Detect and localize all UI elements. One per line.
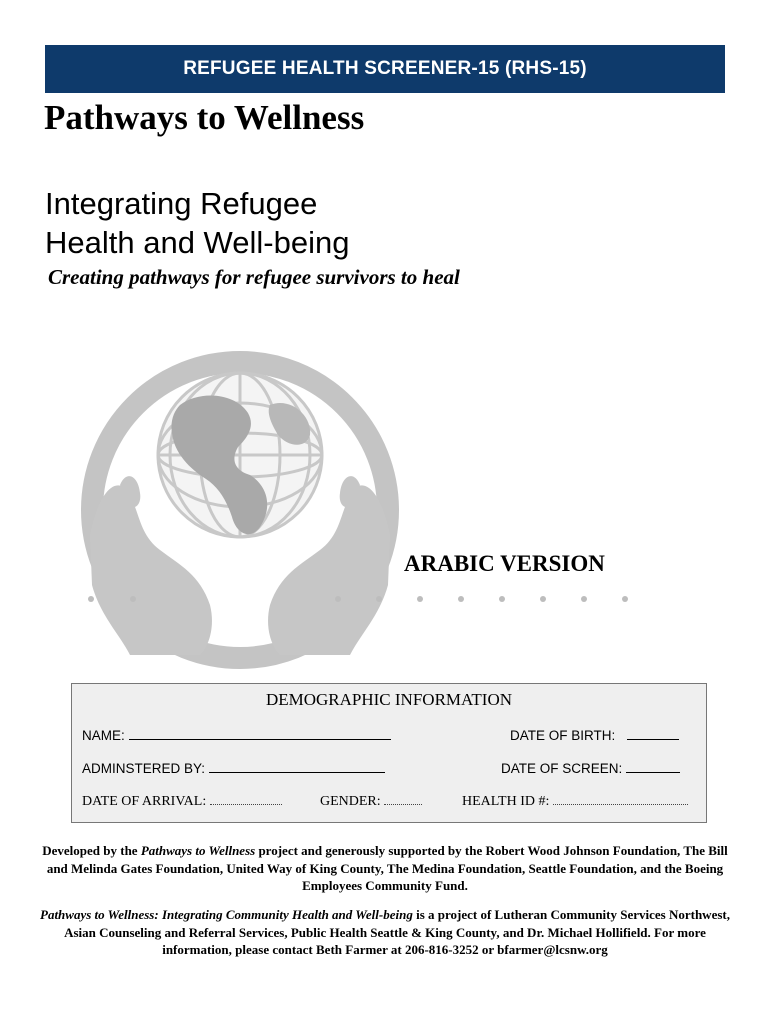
health-id-label: HEALTH ID #: [462, 794, 550, 809]
decorative-dots [80, 592, 640, 606]
funding-text-end: project and generously supported by the Robert Wood Johnson Foundation, The Bill and Melinda Gates Foundation, United Way of King County, The Medina Foundation, Seattle Foundation, and the Boeing Employees Community Fund. [46, 843, 728, 893]
banner-text: REFUGEE HEALTH SCREENER-15 (RHS-15) [183, 58, 587, 79]
dob-field[interactable] [510, 727, 679, 743]
date-of-arrival-line[interactable] [210, 792, 282, 805]
tagline: Creating pathways for refugee survivors to heal [48, 265, 460, 289]
subtitle-line-1: Integrating Refugee [45, 186, 318, 221]
project-name: Pathways to Wellness [140, 843, 256, 858]
name-label: NAME: [82, 728, 125, 743]
health-id-line[interactable] [553, 792, 688, 805]
demographic-row-1 [82, 727, 696, 747]
subtitle [45, 184, 349, 262]
administered-by-line[interactable] [209, 760, 385, 773]
date-of-arrival-field[interactable] [82, 792, 282, 810]
administered-by-field[interactable] [82, 760, 385, 776]
funding-text-start: Developed by the [42, 843, 141, 858]
project-text: is a project of Lutheran Community Services Northwest, Asian Counseling and Referral Services, Public Health Seattle & King County, and Dr. Michael Hollifield. For more information, please contact Beth Farmer at 206-816-3252 or bfarmer@lcsnw.org [64, 907, 730, 957]
date-of-screen-label: DATE OF SCREEN: [501, 761, 623, 776]
dob-line[interactable] [627, 727, 679, 740]
demographic-title: DEMOGRAPHIC INFORMATION [265, 690, 513, 709]
date-of-arrival-label: DATE OF ARRIVAL: [82, 794, 207, 809]
health-id-field[interactable] [462, 792, 688, 810]
gender-line[interactable] [384, 792, 422, 805]
administered-by-label: ADMINSTERED BY: [82, 761, 206, 776]
project-paragraph [40, 906, 730, 959]
demographic-row-2 [82, 760, 696, 780]
gender-label: GENDER: [320, 794, 381, 809]
project-full-name: Pathways to Wellness: Integrating Community Health and Well-being [40, 907, 413, 922]
name-line[interactable] [129, 727, 391, 740]
demographic-info-box [71, 683, 707, 823]
funding-paragraph [40, 842, 730, 895]
date-of-screen-line[interactable] [626, 760, 680, 773]
gender-field[interactable] [320, 792, 422, 810]
subtitle-line-2: Health and Well-being [45, 225, 350, 260]
name-field[interactable] [82, 727, 391, 743]
date-of-screen-field[interactable] [501, 760, 680, 776]
version-label: ARABIC VERSION [404, 551, 605, 576]
demographic-row-3 [82, 792, 696, 812]
page-title: Pathways to Wellness [44, 98, 365, 137]
dob-label: DATE OF BIRTH: [510, 728, 616, 743]
globe-in-hands-icon [60, 335, 410, 680]
header-banner [45, 45, 725, 93]
